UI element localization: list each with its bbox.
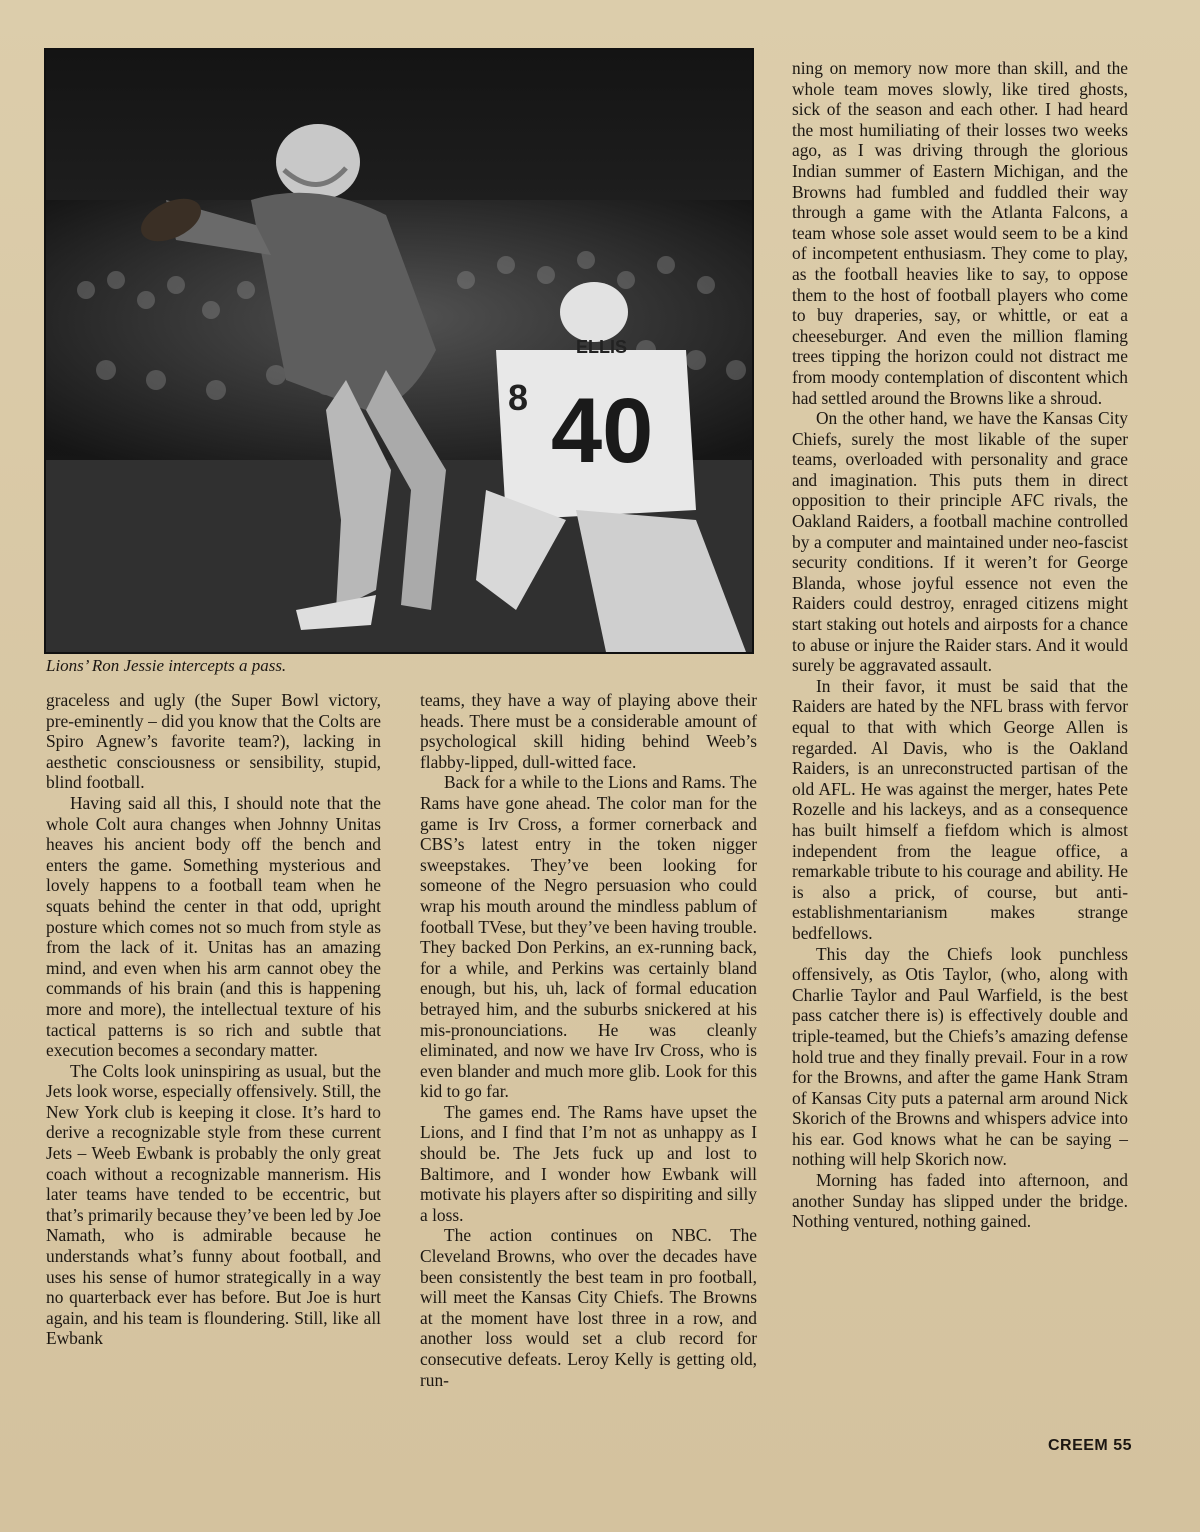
jersey-number: 40 <box>551 380 654 482</box>
photo-caption: Lions’ Ron Jessie intercepts a pass. <box>46 656 287 675</box>
paragraph: On the other hand, we have the Kansas City Chiefs, surely the most likable of the super teams, overloaded with personality and grace and imagination. This puts them in direct opposition to their principle AFC rivals, the Oakland Raiders, a football machine controlled by a computer and maintained under neo-fascist security conditions. If it weren’t for George Blanda, whose joyful essence not even the Raiders could destroy, enraged citizens might start staking out hotels and airposts for a chance to abuse or injure the Raider stars. And it would surely be aggravated assault. <box>792 408 1128 676</box>
jersey-sleeve-number: 8 <box>508 377 529 418</box>
paragraph: Back for a while to the Lions and Rams. The Rams have gone ahead. The color man for the game is Irv Cross, a former cornerback and CBS’s latest entry in the token nigger sweepstakes. They’ve been looking for someone of the Negro persuasion who could wrap his mouth around the mindless pablum of football TVese, but they’ve been having trouble. They backed Don Perkins, an ex-running back, for a while, and Perkins was certainly bland enough, but his, uh, lack of formal education betrayed him, and the suburbs snickered at his mis-pronounciations. He was cleanly eliminated, and now we have Irv Cross, who is even blander and much more glib. Look for this kid to go far. <box>420 772 757 1102</box>
paragraph: The games end. The Rams have upset the Lions, and I find that I’m not as unhappy as I should be. The Jets fuck up and lost to Baltimore, and I wonder how Ewbank will motivate his players after so dispiriting and silly a loss. <box>420 1101 757 1225</box>
text-column-3 <box>792 58 1128 1232</box>
paragraph: teams, they have a way of playing above their heads. There must be a considerable amount of psychological skill hiding behind Weeb’s flabby-lipped, dull-witted face. <box>420 690 757 772</box>
jersey-name: ELLIS <box>576 337 628 357</box>
paragraph: In their favor, it must be said that the Raiders are hated by the NFL brass with fervor equal to that with which George Allen is regarded. Al Davis, who is the Oakland Raiders, is an unreconstructed partisan of the old AFL. He was against the merger, hates Pete Rozelle and his lackeys, and as a consequence has built himself a fiefdom which is almost independent from the league office, a remarkable tribute to his courage and ability. He is also a prick, of course, but anti-establishmentarianism makes strange bedfellows. <box>792 675 1128 943</box>
paragraph: The action continues on NBC. The Cleveland Browns, who over the decades have been consistently the best team in pro football, will meet the Kansas City Chiefs. The Browns at the moment have lost three in a row, and another loss would set a club record for consecutive defeats. Leroy Kelly is getting old, run- <box>420 1225 757 1390</box>
paragraph: Morning has faded into afternoon, and another Sunday has slipped under the bridge. Nothing ventured, nothing gained. <box>792 1170 1128 1232</box>
paragraph: ning on memory now more than skill, and the whole team moves slowly, like tired ghosts, sick of the season and each other. I had heard the most humiliating of their losses two weeks ago, as I was driving through the glorious Indian summer of Eastern Michigan, and the Browns had fumbled and fuddled their way through a game with the Atlanta Falcons, a team whose sole asset would seem to be a kind of incompetent enthusiasm. They come to play, as the football heavies like to say, to oppose them to the host of football players who come to buy draperies, say, or whittle, or eat a cheeseburger. And even the million flaming trees tipping the horizon could not distract me from moody contemplation of discontent which had settled around the Browns like a shroud. <box>792 58 1128 408</box>
paragraph: The Colts look uninspiring as usual, but the Jets look worse, especially offensively. Still, the New York club is keeping it close. It’s hard to derive a recognizable style from these current Jets – Weeb Ewbank is probably the only great coach without a recognizable mannerism. His later teams have tended to be eccentric, but that’s primarily because they’ve been led by Joe Namath, who is admirable because he understands what’s funny about football, and uses his sense of humor strategically in a way no quarterback ever has before. But Joe is hurt again, and his team is floundering. Still, like all Ewbank <box>46 1060 381 1349</box>
paragraph: graceless and ugly (the Super Bowl victory, pre-eminently – did you know that the Colts are Spiro Agnew’s favorite team?), lacking in aesthetic consciousness or sensibility, stupid, blind football. <box>46 690 381 793</box>
football-photo <box>44 48 754 654</box>
paragraph: Having said all this, I should note that the whole Colt aura changes when Johnny Unitas heaves his ancient body off the bench and enters the game. Something mysterious and lovely happens to a football team when he squats behind the center in that odd, upright posture which comes not so much from style as from the lack of it. Unitas has an amazing mind, and even when his arm cannot obey the commands of his brain (and this is happening more and more), the intellectual texture of his tactical patterns is so rich and subtle that execution becomes a secondary matter. <box>46 792 381 1061</box>
text-column-1 <box>46 690 381 1349</box>
football-photo-graphic <box>46 50 752 652</box>
paragraph: This day the Chiefs look punchless offensively, as Otis Taylor, (who, along with Charlie Taylor and Paul Warfield, is the best pass catcher there is) is effectively double and triple-teamed, but the Chiefs’s amazing defense hold true and they finally prevail. Four in a row for the Browns, and after the game Hank Stram of Kansas City puts a paternal arm around Nick Skorich of the Browns and whispers advice into his ear. God knows what he can be saying – nothing will help Skorich now. <box>792 943 1128 1170</box>
text-column-2 <box>420 690 757 1390</box>
page-folio: CREEM 55 <box>1047 1437 1132 1454</box>
